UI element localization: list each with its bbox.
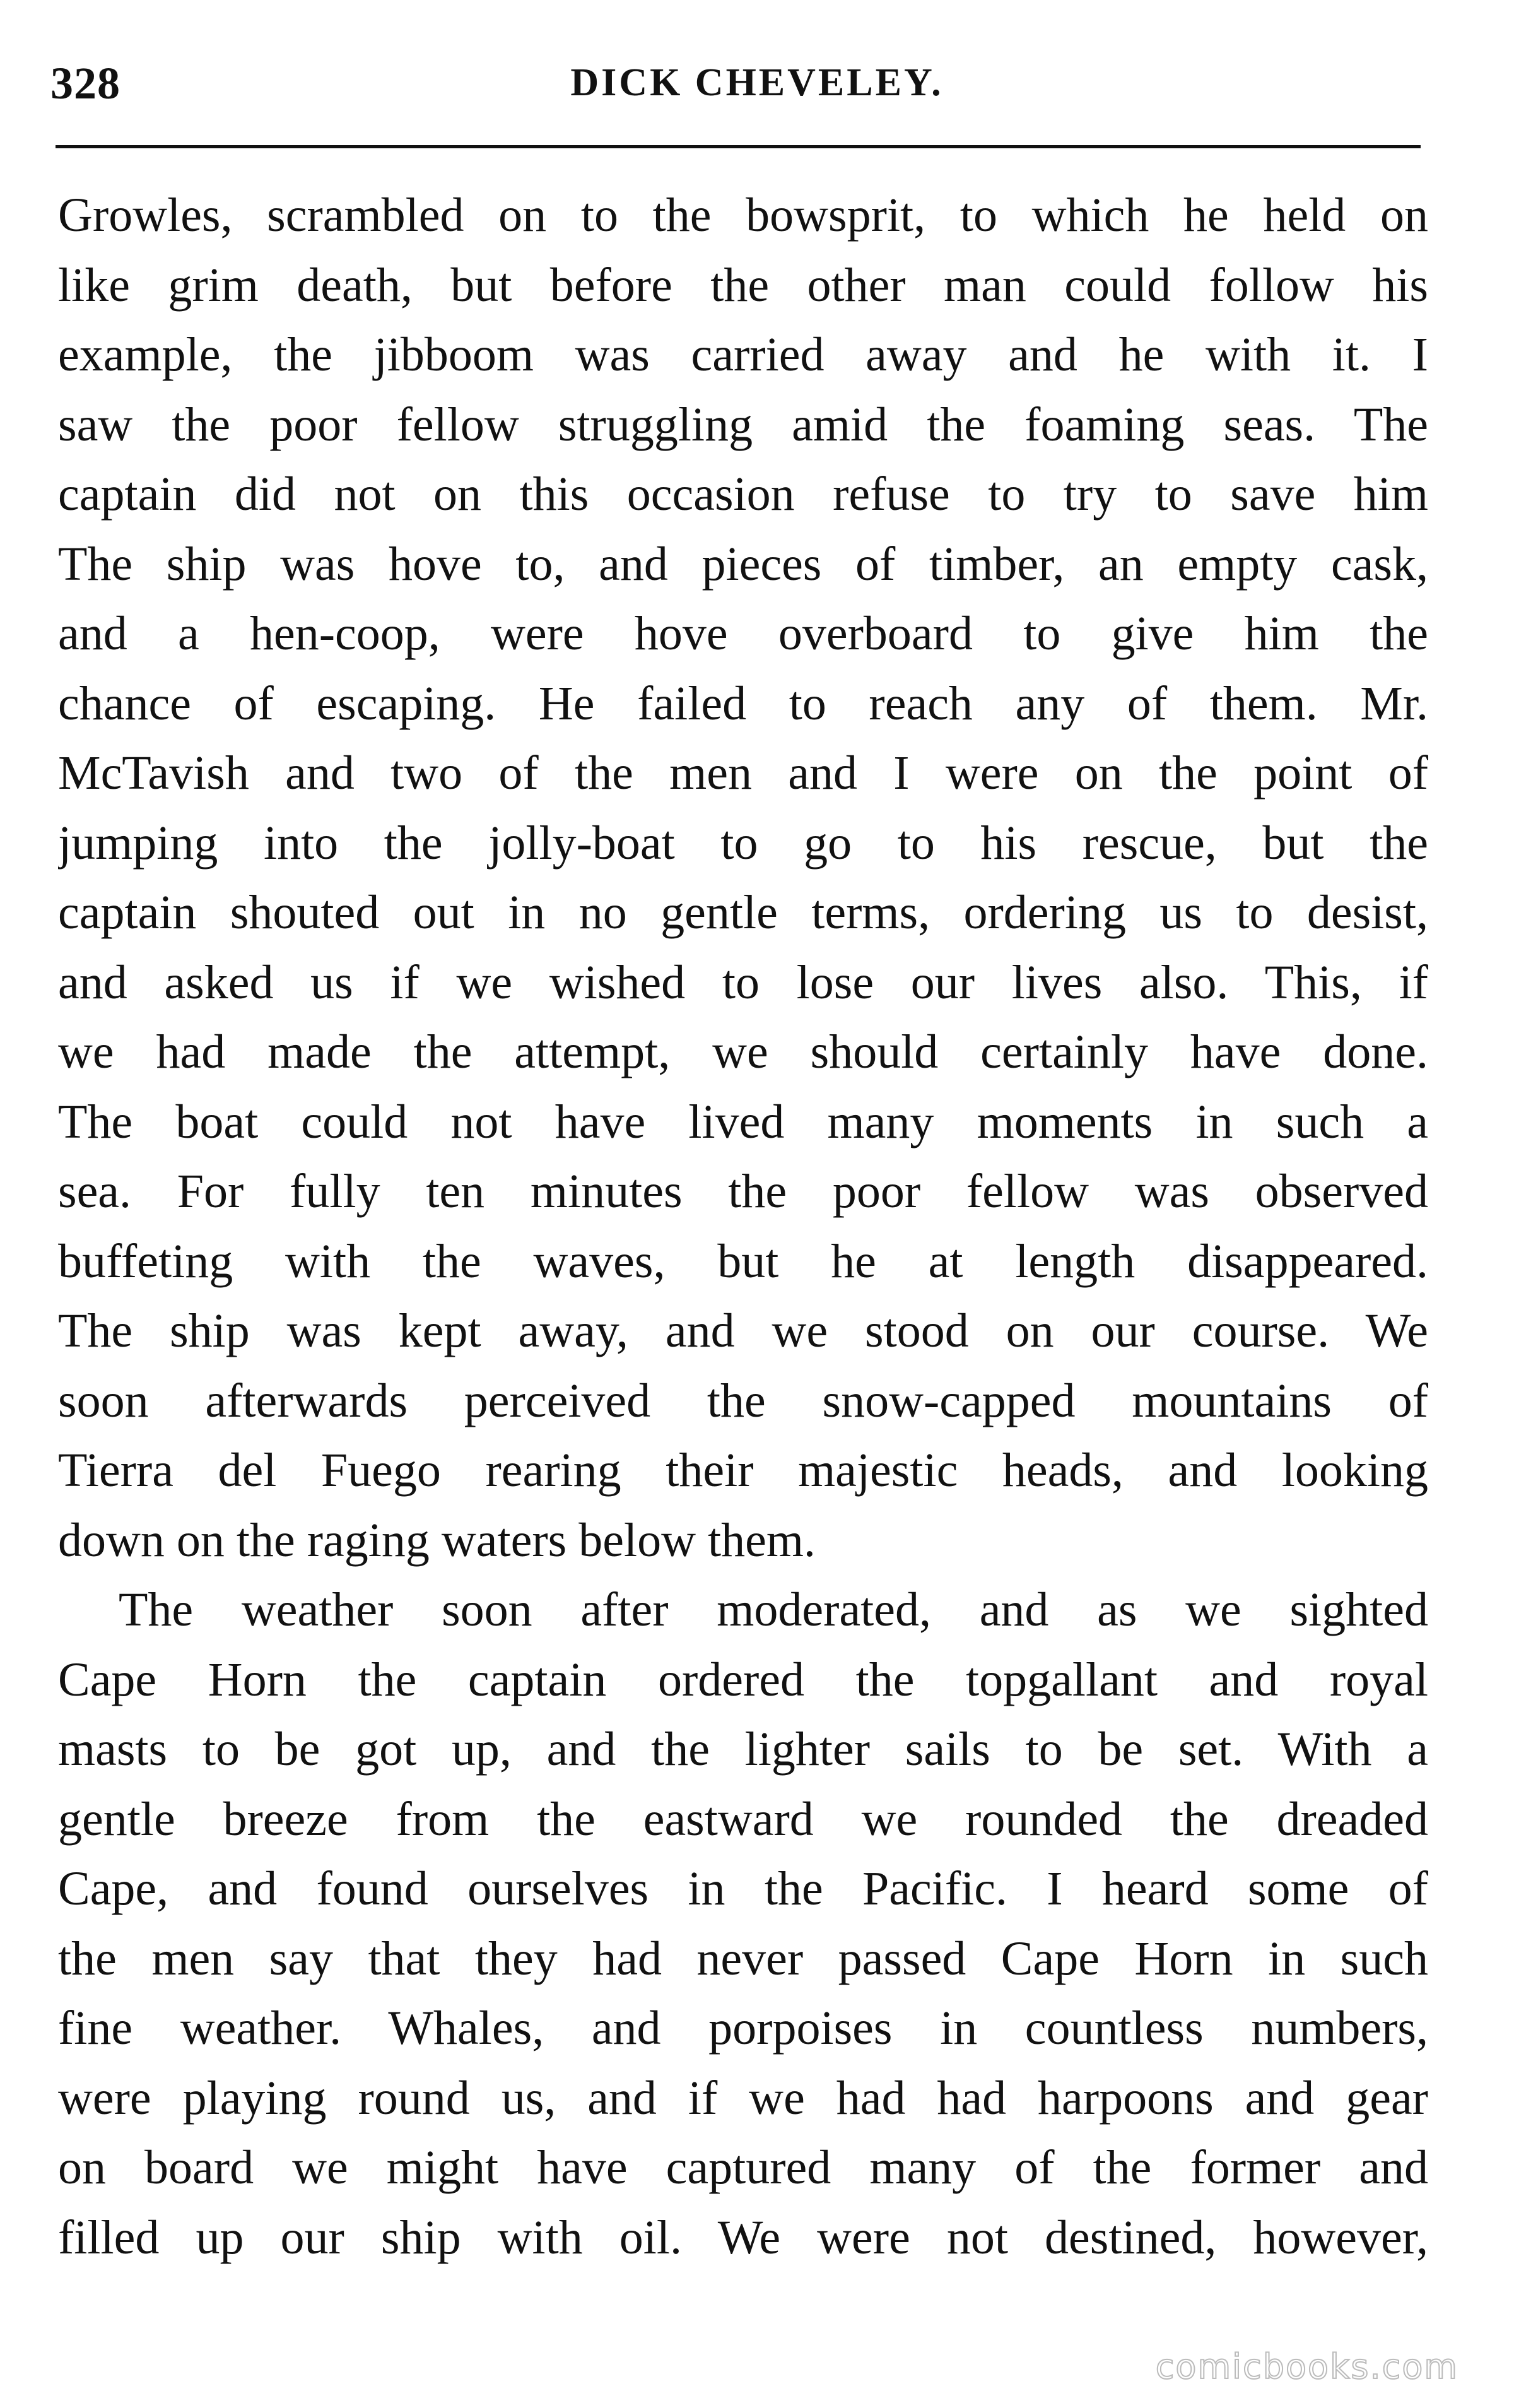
text-line: example, the jibboom was carried away and he with it. I	[58, 328, 1428, 381]
text-line: the men say that they had never passed Cape Horn in such	[58, 1932, 1428, 1985]
text-line: The weather soon after moderated, and as we sighted	[119, 1583, 1428, 1636]
text-line: were playing round us, and if we had had harpoons and gear	[58, 2071, 1428, 2125]
paragraph-1	[58, 180, 1428, 1575]
text-line: saw the poor fellow struggling amid the foaming seas. The	[58, 398, 1428, 451]
text-line: on board we might have captured many of the former and	[58, 2141, 1428, 2194]
text-line: Cape Horn the captain ordered the topgallant and royal	[58, 1653, 1428, 1706]
text-line: buffeting with the waves, but he at length disappeared.	[58, 1234, 1428, 1288]
running-head: DICK CHEVELEY.	[570, 61, 944, 104]
header-rule	[56, 145, 1421, 148]
paragraph-2	[58, 1575, 1428, 2272]
text-line: sea. For fully ten minutes the poor fellow was observed	[58, 1165, 1428, 1218]
text-line: and asked us if we wished to lose our lives also. This, if	[58, 955, 1428, 1009]
text-line: filled up our ship with oil. We were not destined, however,	[58, 2210, 1428, 2264]
text-line: masts to be got up, and the lighter sails to be set. With a	[58, 1723, 1428, 1776]
text-line: Growles, scrambled on to the bowsprit, to which he held on	[58, 189, 1428, 242]
text-line: captain did not on this occasion refuse to try to save him	[58, 468, 1428, 521]
text-line: The ship was hove to, and pieces of timber, an empty cask,	[58, 537, 1428, 591]
text-line: McTavish and two of the men and I were on the point of	[58, 747, 1428, 800]
text-line: fine weather. Whales, and porpoises in countless numbers,	[58, 2002, 1428, 2055]
text-line: we had made the attempt, we should certainly have done.	[58, 1025, 1428, 1078]
text-line: soon afterwards perceived the snow-capped mountains of	[58, 1374, 1428, 1427]
text-line: The ship was kept away, and we stood on our course. We	[58, 1304, 1428, 1357]
text-line: and a hen-coop, were hove overboard to give him the	[58, 607, 1428, 660]
text-line: The boat could not have lived many moments in such a	[58, 1095, 1428, 1148]
text-line: Tierra del Fuego rearing their majestic heads, and looking	[58, 1444, 1428, 1497]
text-line: jumping into the jolly-boat to go to his rescue, but the	[58, 816, 1428, 870]
page-number: 328	[50, 58, 120, 109]
text-line: captain shouted out in no gentle terms, ordering us to desist,	[58, 886, 1428, 939]
text-line: chance of escaping. He failed to reach any of them. Mr.	[58, 676, 1428, 730]
text-line: like grim death, but before the other man could follow his	[58, 258, 1428, 312]
text-line: gentle breeze from the eastward we rounded the dreaded	[58, 1792, 1428, 1846]
body-text	[58, 180, 1428, 2272]
site-watermark: comicbooks.com	[1155, 2347, 1458, 2387]
text-line: Cape, and found ourselves in the Pacific. I heard some of	[58, 1862, 1428, 1915]
text-line: down on the raging waters below them.	[58, 1513, 816, 1567]
